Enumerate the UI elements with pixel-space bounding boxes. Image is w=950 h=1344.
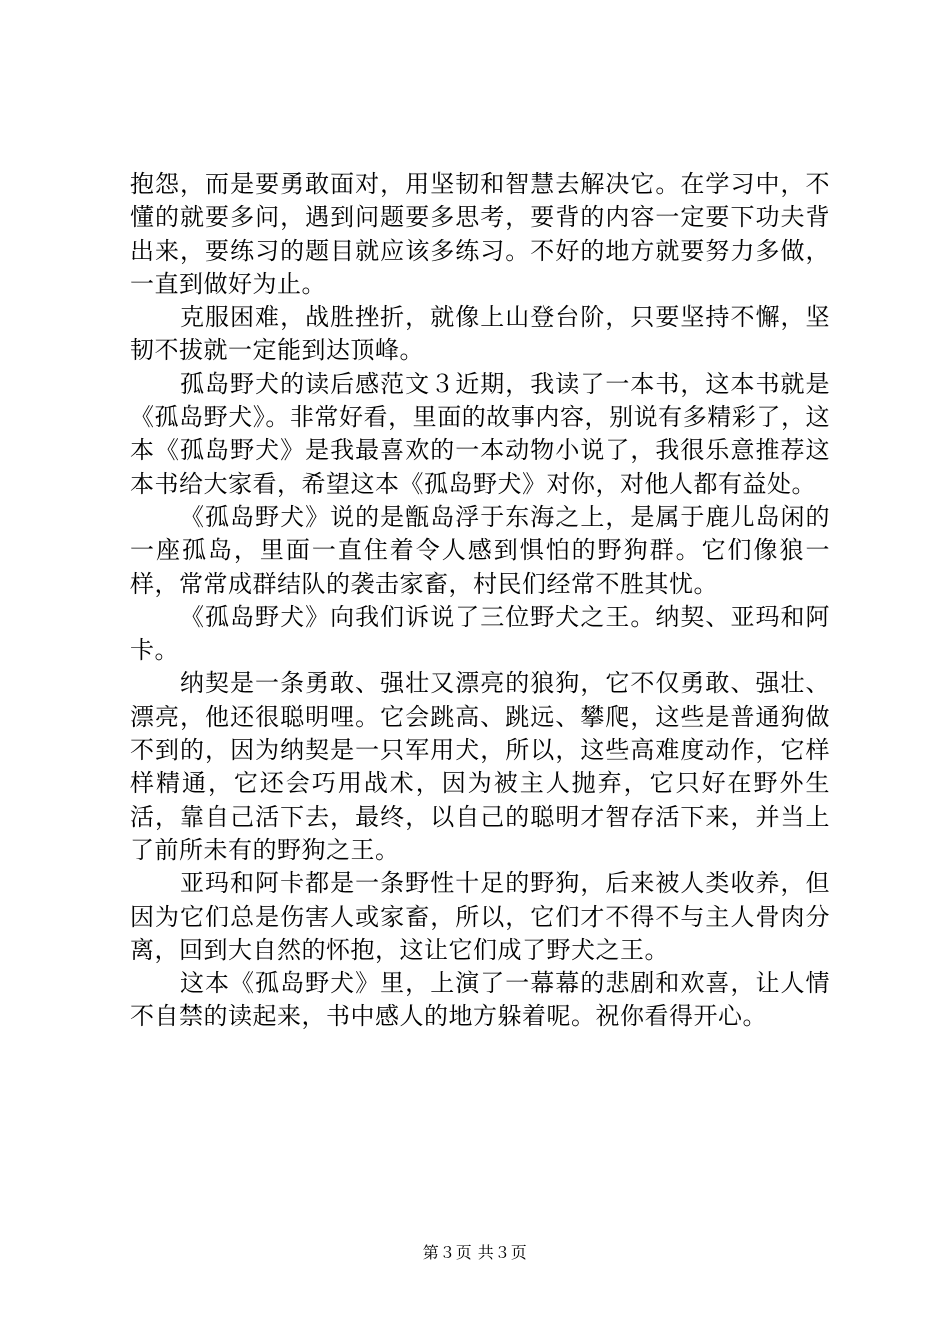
paragraph-6: 纳契是一条勇敢、强壮又漂亮的狼狗，它不仅勇敢、强壮、漂亮，他还很聪明哩。它会跳高、跳远、攀爬，这些是普通狗做不到的，因为纳契是一只军用犬，所以，这些高难度动作，它样样精通，它还会巧用战术，因为被主人抛弃，它只好在野外生活，靠自己活下去，最终，以自己的聪明才智存活下来，并当上了前所未有的野狗之王。 [130, 669, 830, 864]
page-footer: 第３页 共３页 [422, 1243, 528, 1262]
paragraph-3: 孤岛野犬的读后感范文３近期，我读了一本书，这本书就是《孤岛野犬》。非常好看，里面的故事内容，别说有多精彩了，这本《孤岛野犬》是我最喜欢的一本动物小说了，我很乐意推荐这本书给大家看，希望这本《孤岛野犬》对你，对他人都有益处。 [130, 369, 830, 498]
paragraph-4: 《孤岛野犬》说的是甑岛浮于东海之上，是属于鹿儿岛闲的一座孤岛，里面一直住着令人感到惧怕的野狗群。它们像狼一样，常常成群结队的袭击家畜，村民们经常不胜其忧。 [130, 502, 830, 598]
paragraph-1: 抱怨，而是要勇敢面对，用坚韧和智慧去解决它。在学习中，不懂的就要多问，遇到问题要多思考，要背的内容一定要下功夫背出来，要练习的题目就应该多练习。不好的地方就要努力多做，一直到做好为止。 [130, 170, 830, 298]
paragraph-7: 亚玛和阿卡都是一条野性十足的野狗，后来被人类收养，但因为它们总是伤害人或家畜，所以，它们才不得不与主人骨肉分离，回到大自然的怀抱，这让它们成了野犬之王。 [130, 869, 830, 964]
paragraph-8: 这本《孤岛野犬》里，上演了一幕幕的悲剧和欢喜，让人情不自禁的读起来，书中感人的地方躲着呢。祝你看得开心。 [130, 969, 830, 1031]
document-body [130, 168, 830, 1034]
paragraph-5: 《孤岛野犬》向我们诉说了三位野犬之王。纳契、亚玛和阿卡。 [130, 602, 830, 665]
paragraph-2: 克服困难，战胜挫折，就像上山登台阶，只要坚持不懈，坚韧不拔就一定能到达顶峰。 [130, 303, 830, 365]
